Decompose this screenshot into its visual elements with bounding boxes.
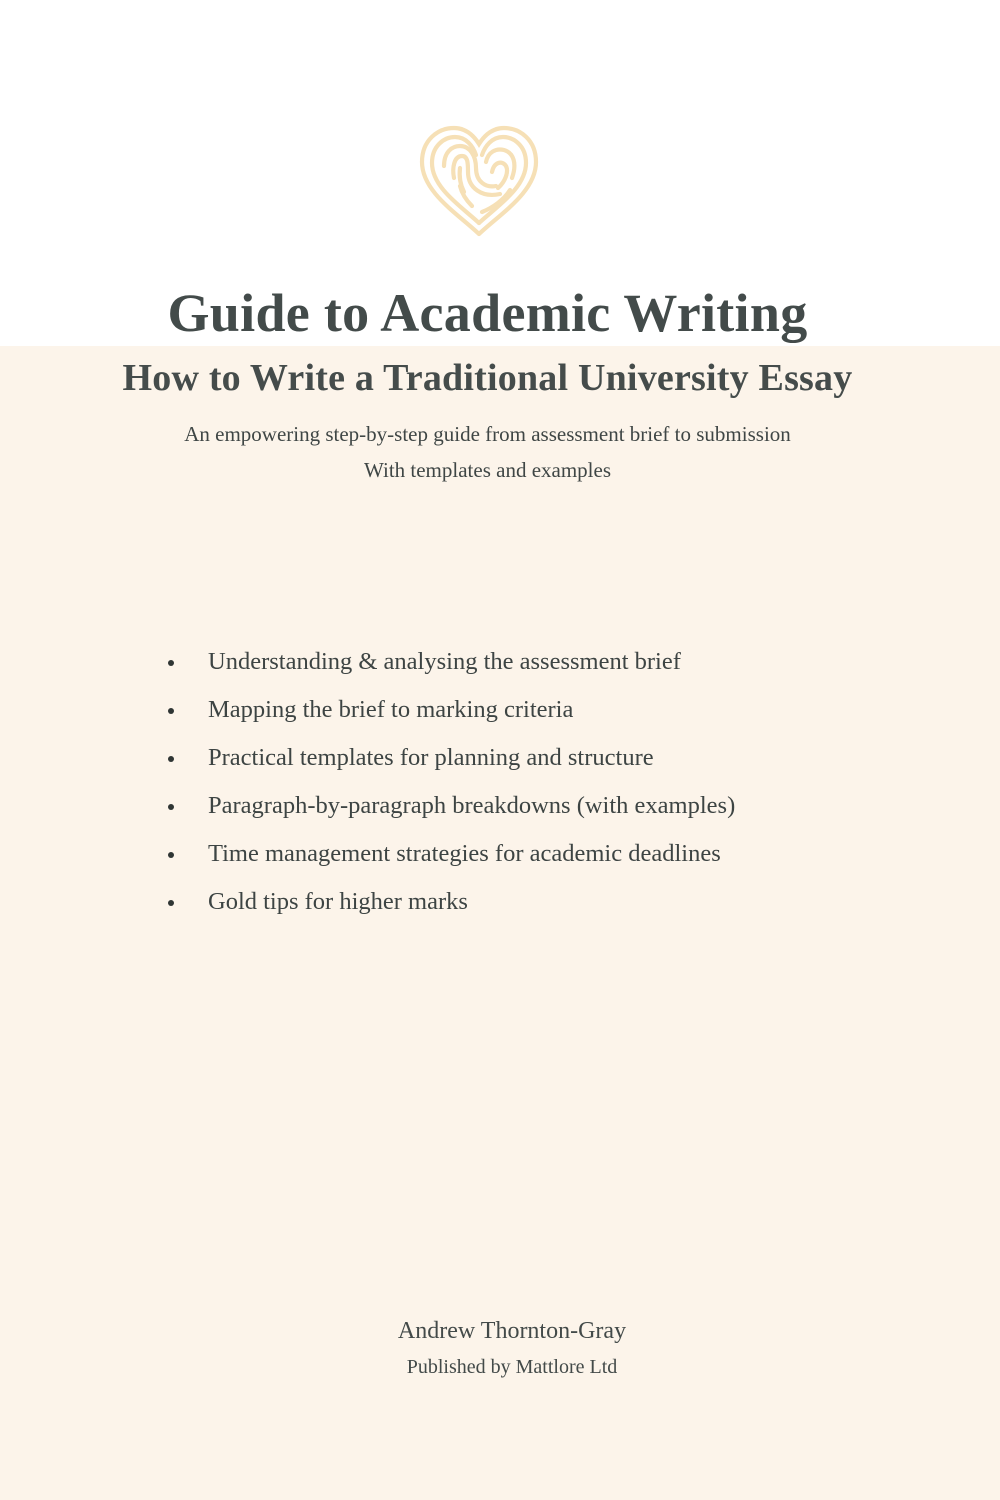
bullet-icon <box>168 900 174 906</box>
book-title: Guide to Academic Writing <box>167 283 808 343</box>
feature-list-item <box>166 884 846 932</box>
book-subtitle: How to Write a Traditional University Essay <box>122 357 853 399</box>
feature-list-item <box>166 836 846 884</box>
feature-text: Mapping the brief to marking criteria <box>208 696 574 723</box>
feature-list <box>166 644 846 932</box>
bullet-icon <box>168 804 174 810</box>
bullet-icon <box>168 660 174 666</box>
bullet-icon <box>168 852 174 858</box>
feature-list-item <box>166 644 846 692</box>
feature-text: Practical templates for planning and structure <box>208 744 654 771</box>
tagline-line-2: With templates and examples <box>364 458 611 482</box>
feature-text: Time management strategies for academic deadlines <box>208 840 721 867</box>
bullet-icon <box>168 756 174 762</box>
publisher-line: Published by Mattlore Ltd <box>406 1356 618 1378</box>
tagline-line-1: An empowering step-by-step guide from assessment brief to submission <box>184 422 791 446</box>
fingerprint-heart-icon <box>412 122 546 240</box>
feature-text: Gold tips for higher marks <box>208 888 468 915</box>
feature-text: Paragraph-by-paragraph breakdowns (with examples) <box>208 792 736 819</box>
feature-list-item <box>166 692 846 740</box>
feature-text: Understanding & analysing the assessment brief <box>208 648 681 675</box>
feature-list-item <box>166 740 846 788</box>
feature-list-item <box>166 788 846 836</box>
bullet-icon <box>168 708 174 714</box>
author-name: Andrew Thornton-Gray <box>397 1318 627 1344</box>
